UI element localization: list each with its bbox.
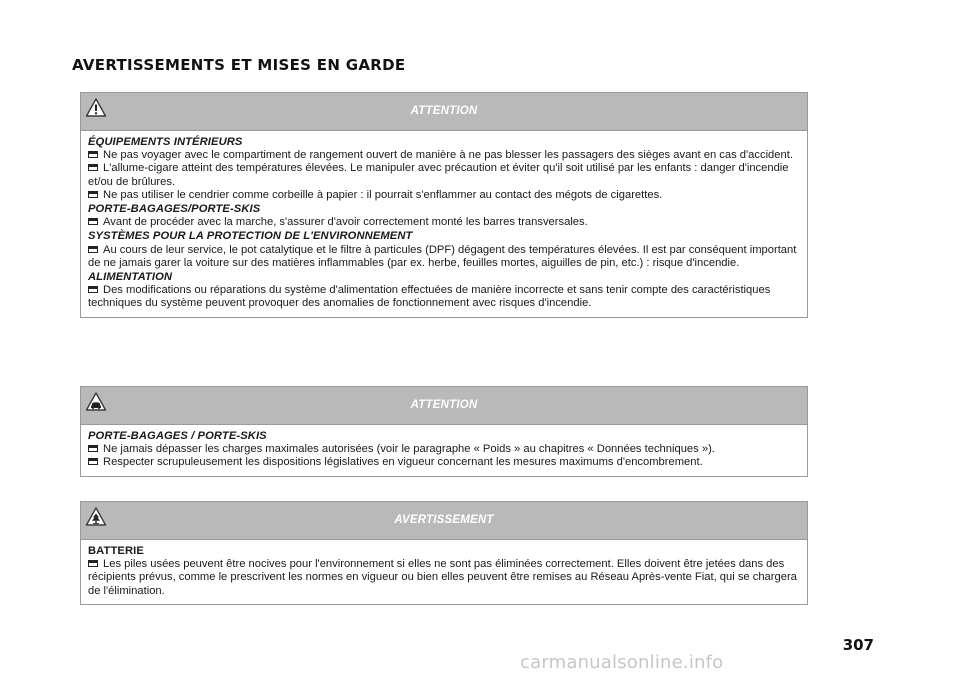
bullet-icon	[88, 151, 98, 158]
box-header-title: AVERTISSEMENT	[394, 514, 494, 526]
bullet-icon	[88, 560, 98, 567]
section-heading: BATTERIE	[88, 545, 144, 557]
bullet-icon	[88, 458, 98, 465]
section-heading: PORTE-BAGAGES / PORTE-SKIS	[88, 430, 267, 442]
box-body	[81, 425, 807, 476]
section-heading: SYSTÈMES POUR LA PROTECTION DE L'ENVIRONNEMENT	[88, 230, 413, 243]
section-heading: PORTE-BAGAGES/PORTE-SKIS	[88, 203, 261, 216]
list-item: Des modifications ou réparations du système d'alimentation effectuées de manière incorrecte et sans tenir compte des caractéristiques techniques du système peuvent provoquer des anomalies de fonctionnement avec risques d'incendie.	[88, 284, 771, 310]
box-header-title: ATTENTION	[410, 105, 478, 117]
list-item: Ne pas utiliser le cendrier comme corbeille à papier : il pourrait s'enflammer au contact des mégots de cigarettes.	[88, 189, 800, 202]
box-header	[81, 502, 807, 540]
bullet-icon	[88, 246, 98, 253]
box-header	[81, 93, 807, 131]
list-item: Les piles usées peuvent être nocives pour l'environnement si elles ne sont pas éliminées correctement. Elles doivent être jetées dans des récipients prévus, comme le prescrivent les normes en vigueur ou bien elles peuvent être remises au Réseau Après-vente Fiat, qui se chargera de l'élimination.	[88, 558, 797, 597]
watermark: carmanualsonline.info	[520, 652, 724, 673]
page-number: 307	[842, 636, 874, 654]
list-item: Respecter scrupuleusement les dispositions législatives en vigueur concernant les mesures maximums d'encombrement.	[88, 456, 800, 469]
section-heading: ÉQUIPEMENTS INTÉRIEURS	[88, 136, 243, 148]
bullet-icon	[88, 164, 98, 171]
box-header-title: ATTENTION	[410, 399, 478, 411]
warning-box-attention-1	[80, 92, 808, 318]
box-body	[81, 540, 807, 604]
bullet-icon	[88, 218, 98, 225]
bullet-icon	[88, 191, 98, 198]
warning-box-attention-2	[80, 386, 808, 477]
box-body	[81, 131, 807, 317]
list-item: Au cours de leur service, le pot catalytique et le filtre à particules (DPF) dégagent des températures élevées. Il est par conséquent important de ne jamais garer la voiture sur des matières inflammables (par ex. herbe, feuilles mortes, aiguilles de pin, etc.) : risque d'incendie.	[88, 243, 797, 269]
section-heading: ALIMENTATION	[88, 271, 173, 284]
bullet-icon	[88, 286, 98, 293]
list-item: Ne pas voyager avec le compartiment de rangement ouvert de manière à ne pas blesser les passagers des sièges avant en cas d'accident.	[88, 149, 800, 162]
list-item: Ne jamais dépasser les charges maximales autorisées (voir le paragraphe « Poids » au chapitres « Données techniques »).	[88, 443, 800, 456]
list-item: Avant de procéder avec la marche, s'assurer d'avoir correctement monté les barres transversales.	[88, 216, 800, 229]
box-header	[81, 387, 807, 425]
bullet-icon	[88, 445, 98, 452]
page-title: AVERTISSEMENTS ET MISES EN GARDE	[72, 56, 406, 74]
list-item: L'allume-cigare atteint des températures élevées. Le manipuler avec précaution et éviter qu'il soit utilisé par les enfants : danger d'incendie et/ou de brûlures.	[88, 162, 789, 188]
warning-box-avertissement	[80, 501, 808, 605]
